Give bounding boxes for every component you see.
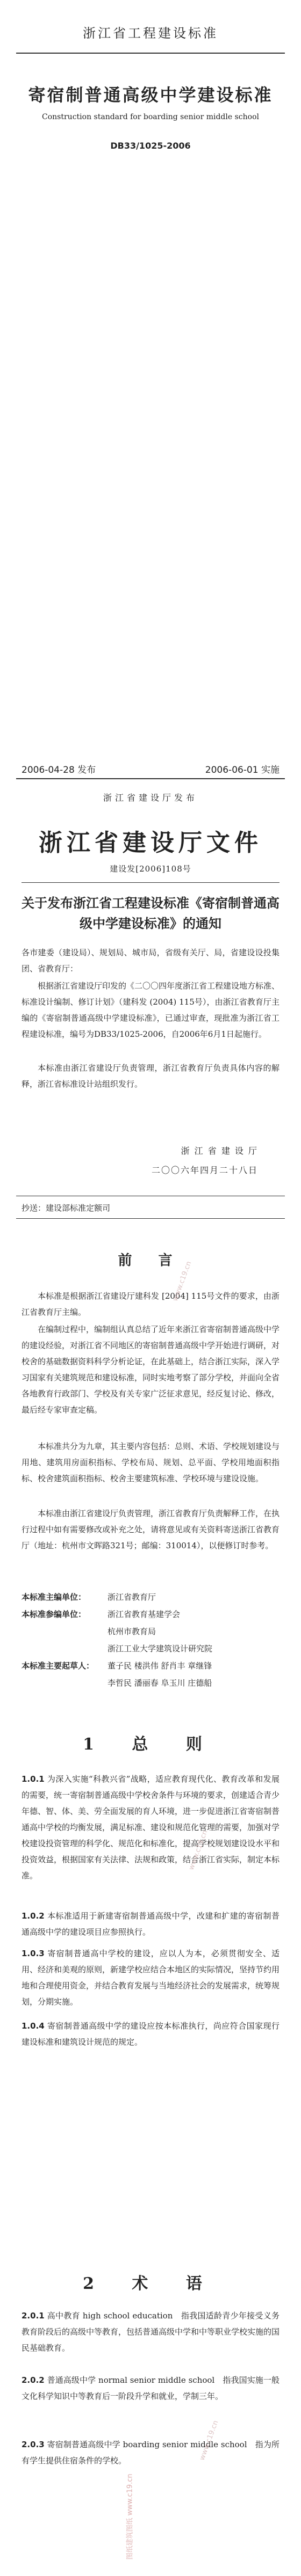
clause-number: 1.0.4 bbox=[22, 2021, 45, 2031]
credit-value: 李哲民 潘丽春 阜玉川 庄德船 bbox=[108, 1678, 212, 1688]
clause-1-0-4 bbox=[0, 2018, 301, 2050]
clause-text: 为深入实施“科教兴省”战略，适应教育现代化、教育改革和发展的需要，统一寄宿制普通高级中学校舍条件与环境的要求，创建适合青少年德、智、体、美、劳全面发展的育人环境，进一步促进浙江省寄宿制普通高中学校的均衡发展，满足标准、建设和规范化管理的需要，加强对学校建设投资管理的科学化、规范化和标准化，提高学校规划建设设水平和投资效益，根据国家有关法律、法规和政策，结合浙江省实际，制定本标准。 bbox=[22, 1774, 280, 1880]
notice-salutation: 各市建委（建设局）、规划局、城市局，省级有关厅、局，省建设设投集团、省教育厅： bbox=[22, 948, 280, 974]
clause-text: 寄宿制普通高级中学 boarding senior middle school 指为所有学生提供住宿条件的学校。 bbox=[22, 2440, 280, 2465]
clause-number: 1.0.2 bbox=[22, 1911, 45, 1921]
clause-number: 1.0.1 bbox=[22, 1774, 45, 1784]
preface-paragraph-2: 在编制过程中，编制组认真总结了近年来浙江省寄宿制普通高级中学的建设经验，对浙江省不同地区的寄宿制普通高级中学开始进行调研，对校舍的基础数据资料科学分析论证，在此基础上，结合浙江实际，深入学习国家有关建筑规范和建设标准，同时实地考察了部分学校，并面向全省各地教育行政部门、学校及有关专家广泛征求意见，经反复讨论、修改，最后经专家审查定稿。 bbox=[22, 1324, 280, 1415]
publisher: 浙江省建设厅发布 bbox=[103, 793, 198, 803]
clause-2-0-3 bbox=[0, 2436, 301, 2469]
cc-line: 抄送：建设部标准定额司 bbox=[22, 1203, 111, 1213]
credit-value: 浙江省教育厅 bbox=[108, 1592, 156, 1602]
clause-1-0-2 bbox=[0, 1908, 301, 1940]
clause-number: 2.0.3 bbox=[22, 2440, 45, 2449]
preface-paragraph-4: 本标准由浙江省建设厅负责管理，浙江省教育厅负责解释工作，在执行过程中如有需要修改或补充之处，请将意见或有关资料寄送浙江省教育厅（地址：杭州市文晖路321号；邮编：310014），以便修订时参考。 bbox=[22, 1509, 280, 1550]
notice-paragraph-1: 根据浙江省建设厅印发的《二〇〇四年度浙江省工程建设地方标准、标准设计编制、修订计划》（建科发 (2004) 115号），由浙江省教育厅主编的《寄宿制普通高级中学建设标准》，已通过审查，现批准为浙江省工程建设标准，编号为DB33/1025-2006，自2006年6月1日起施行。 bbox=[22, 981, 280, 1039]
notice-title: 关于发布浙江省工程建设标准《寄宿制普通高级中学建设标准》的通知 bbox=[22, 895, 280, 931]
credit-value: 杭州市教育局 bbox=[108, 1627, 156, 1636]
credit-value: 浙江省教育基建学会 bbox=[108, 1609, 181, 1619]
clause-text: 普通高级中学 normal senior middle school 指我国实施一般文化科学知识中等教育后一阶段升学和就业，学制三年。 bbox=[22, 2375, 280, 2401]
credit-row bbox=[22, 1657, 280, 1674]
standard-english-title: Construction standard for boarding senior middle school bbox=[42, 113, 259, 121]
signer: 浙 江 省 建 设 厅 bbox=[181, 1146, 258, 1156]
sign-date: 二〇〇六年四月二十八日 bbox=[151, 1165, 258, 1175]
credit-row bbox=[22, 1589, 280, 1606]
clause-number: 1.0.3 bbox=[22, 1949, 45, 1958]
standard-title: 寄宿制普通高级中学建设标准 bbox=[28, 85, 273, 105]
cc-rule-bottom bbox=[16, 1218, 285, 1219]
credit-row bbox=[22, 1623, 280, 1640]
credit-row bbox=[22, 1640, 280, 1657]
credit-value: 浙江工业大学建筑设计研究院 bbox=[108, 1644, 213, 1653]
clause-1-0-3 bbox=[0, 1945, 301, 2010]
credit-key: 本标准主要起草人： bbox=[22, 1661, 95, 1671]
chapter-1-heading: 1 总 则 bbox=[83, 1735, 218, 1754]
watermark-text: 图纸建筑图纸 www.c19.cn bbox=[126, 2473, 134, 2560]
clause-2-0-1 bbox=[0, 2308, 301, 2356]
date-row bbox=[0, 762, 301, 775]
standard-banner: 浙江省工程建设标准 bbox=[83, 26, 218, 41]
standard-number: DB33/1025-2006 bbox=[110, 141, 191, 151]
watermark-text: www.c19.cn bbox=[198, 2419, 220, 2462]
notice-rule bbox=[22, 882, 280, 883]
clause-number: 2.0.2 bbox=[22, 2375, 45, 2385]
clause-1-0-1 bbox=[0, 1771, 301, 1884]
preface-heading: 前 言 bbox=[118, 1253, 183, 1269]
document-number: 建设发[2006]108号 bbox=[110, 864, 191, 874]
watermark-text: www.c19.cn bbox=[171, 1260, 194, 1302]
clause-text: 寄宿制普通高级中学的建设应按本标准执行，尚应符合国家现行建设标准和建筑设计规范的规定。 bbox=[22, 2021, 280, 2047]
clause-text: 寄宿制普通高中学校的建设，应以人为本，必须贯彻安全、适用、经济和美观的原则，新建学校应结合本地区的实际情况，坚持节约用地和合理使用资金，并结合教育发展与当地经济社会的发展需求，统筹规划，分期实施。 bbox=[22, 1949, 280, 2007]
office-title: 浙江省建设厅文件 bbox=[39, 829, 262, 857]
banner-rule bbox=[16, 53, 285, 54]
credit-row bbox=[22, 1606, 280, 1623]
clause-text: 本标准适用于新建寄宿制普通高级中学，改建和扩建的寄宿制普通高级中学的建设项目应参照执行。 bbox=[22, 1911, 280, 1937]
credit-key: 本标准参编单位： bbox=[22, 1609, 87, 1619]
credit-value: 董子民 楼洪伟 舒肖丰 章继锋 bbox=[108, 1661, 212, 1671]
publish-date: 2006-04-28 发布 bbox=[22, 765, 96, 775]
chapter-2-heading: 2 术 语 bbox=[83, 2274, 218, 2293]
date-rule bbox=[16, 778, 285, 779]
clause-2-0-2 bbox=[0, 2372, 301, 2404]
credit-key: 本标准主编单位： bbox=[22, 1592, 87, 1602]
watermark-text: www.c19.cn bbox=[187, 1829, 210, 1871]
credit-row bbox=[22, 1674, 280, 1692]
clause-number: 2.0.1 bbox=[22, 2311, 45, 2321]
clause-text: 高中教育 high school education 指我国适龄青少年接受义务教育阶段后的高级中等教育，包括普通高级中学和中等职业学校实施的国民基础教育。 bbox=[22, 2311, 280, 2353]
notice-paragraph-2: 本标准由浙江省建设厅负责管理，浙江省教育厅负责具体内容的解释，浙江省标准设计站组织发行。 bbox=[22, 1063, 280, 1089]
implement-date: 2006-06-01 实施 bbox=[205, 765, 280, 775]
preface-paragraph-1: 本标准是根据浙江省建设厅建科发 [2004] 115号文件的要求，由浙江省教育厅主编。 bbox=[22, 1291, 280, 1317]
preface-paragraph-3: 本标准共分为九章，其主要内容包括：总则、术语、学校规划建设与用地、建筑用房面积指标、学校布局、规划、总平面、学校用地面积指标、校舍建筑面积指标、校舍主要建筑标准、学校环境与建设设施。 bbox=[22, 1441, 280, 1483]
credits-list bbox=[0, 1589, 301, 1692]
